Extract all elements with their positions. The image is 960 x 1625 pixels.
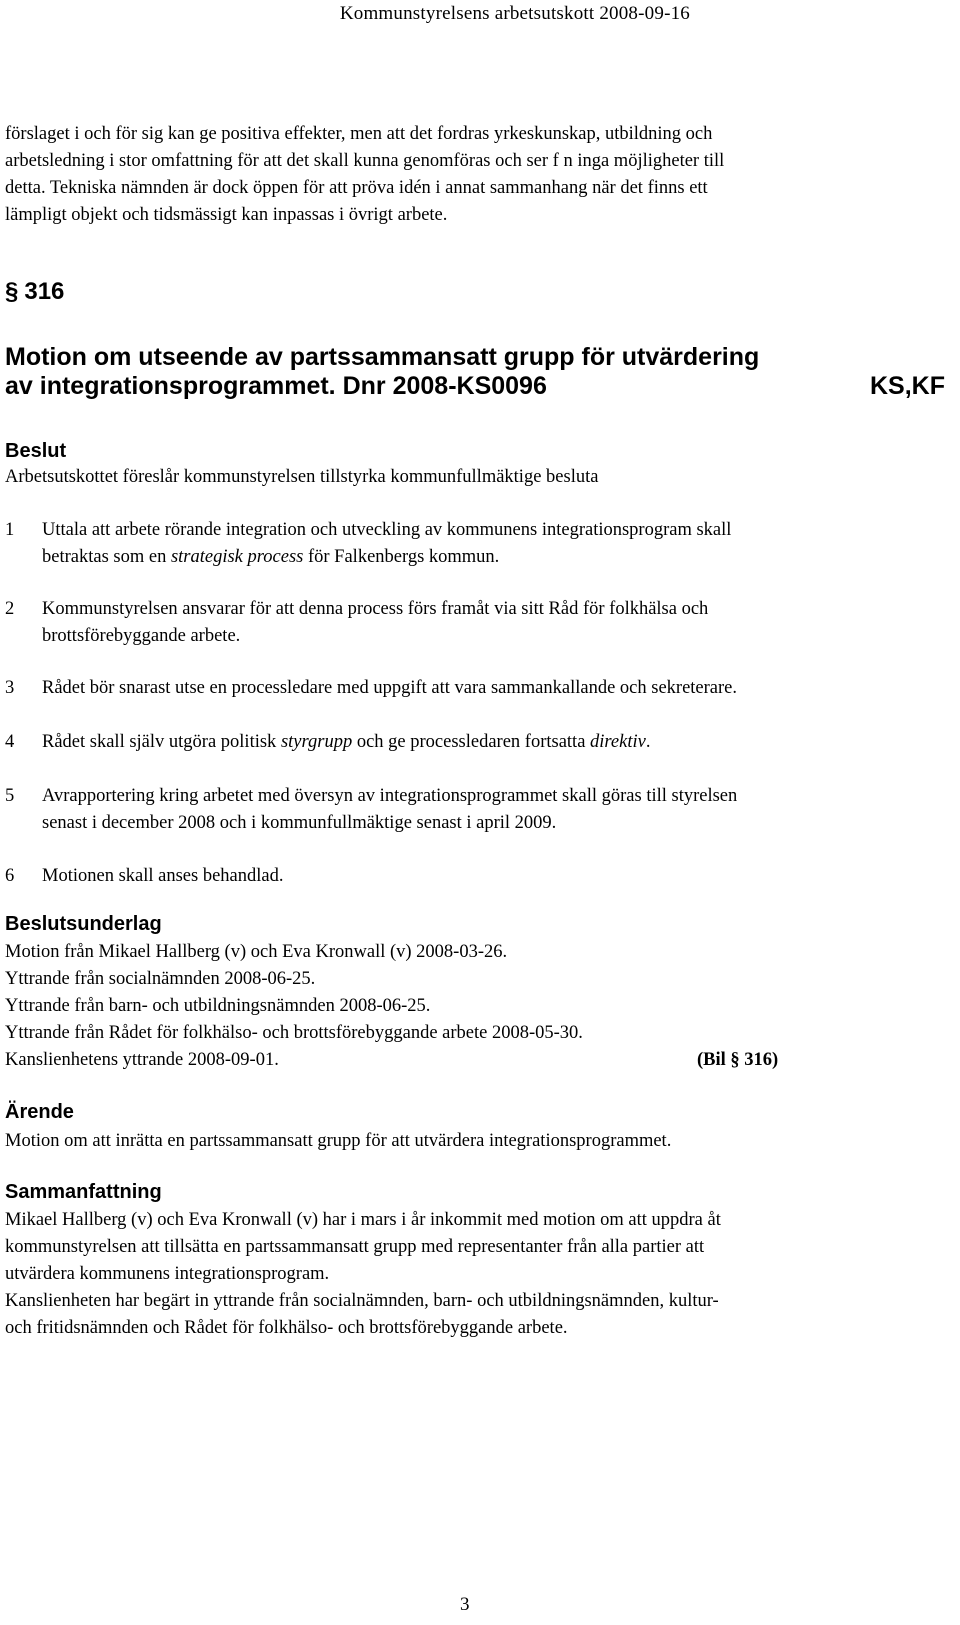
decision-item bbox=[5, 729, 950, 756]
decision-number: 6 bbox=[5, 866, 15, 886]
section-title bbox=[5, 343, 955, 401]
attachment-open: (Bil bbox=[697, 1050, 731, 1070]
decision-number: 2 bbox=[5, 599, 15, 619]
intro-line: förslaget i och för sig kan ge positiva effekter, men att det fordras yrkeskunskap, utbildning och bbox=[5, 124, 713, 144]
arende-text: Motion om att inrätta en partssammansatt grupp för att utvärdera integrationsprogrammet. bbox=[5, 1131, 672, 1151]
underlag-line: Yttrande från socialnämnden 2008-06-25. bbox=[5, 969, 316, 989]
underlag-line: Motion från Mikael Hallberg (v) och Eva Kronwall (v) 2008-03-26. bbox=[5, 942, 508, 962]
summary-line: utvärdera kommunens integrationsprogram. bbox=[5, 1264, 330, 1284]
decision-text-part: för Falkenbergs kommun. bbox=[303, 547, 500, 567]
decision-line bbox=[42, 729, 950, 756]
sammanfattning-heading: Sammanfattning bbox=[5, 1181, 162, 1203]
decision-text-part: och ge processledaren fortsatta bbox=[352, 732, 591, 752]
decision-emphasis: direktiv bbox=[590, 732, 646, 752]
decision-line: senast i december 2008 och i kommunfullmäktige senast i april 2009. bbox=[42, 813, 557, 833]
decision-text-part: betraktas som en bbox=[42, 547, 171, 567]
section-number-value: 316 bbox=[24, 278, 65, 305]
decision-line: Avrapportering kring arbetet med översyn av integrationsprogrammet skall göras till styrelsen bbox=[42, 786, 738, 806]
underlag-line bbox=[5, 1047, 950, 1074]
beslutsunderlag-list bbox=[5, 939, 950, 1074]
decision-text bbox=[42, 517, 950, 571]
paragraph-sign: § bbox=[730, 1050, 740, 1070]
decision-line: Rådet bör snarast utse en processledare med uppgift att vara sammankallande och sekreterare. bbox=[42, 678, 738, 698]
decision-number: 1 bbox=[5, 520, 15, 540]
beslutsunderlag-heading: Beslutsunderlag bbox=[5, 913, 162, 935]
underlag-line: Yttrande från barn- och utbildningsnämnden 2008-06-25. bbox=[5, 996, 431, 1016]
decision-text-part: Rådet skall själv utgöra politisk bbox=[42, 732, 281, 752]
beslut-heading: Beslut bbox=[5, 440, 67, 462]
decision-item bbox=[5, 863, 950, 890]
attachment-close: 316) bbox=[739, 1050, 779, 1070]
decision-line: Kommunstyrelsen ansvarar för att denna process förs framåt via sitt Råd för folkhälsa och bbox=[42, 599, 709, 619]
section-title-line1: Motion om utseende av partssammansatt grupp för utvärdering bbox=[5, 343, 760, 371]
decision-line: Uttala att arbete rörande integration och utveckling av kommunens integrationsprogram skall bbox=[42, 520, 732, 540]
decision-line: brottsförebyggande arbete. bbox=[42, 626, 241, 646]
decision-text bbox=[42, 596, 950, 650]
decision-text bbox=[42, 783, 950, 837]
summary-line: Kanslienheten har begärt in yttrande från socialnämnden, barn- och utbildningsnämnden, kultur- bbox=[5, 1291, 719, 1311]
underlag-line-text: Kanslienhetens yttrande 2008-09-01. bbox=[5, 1050, 279, 1070]
decision-text bbox=[42, 729, 950, 756]
running-header: Kommunstyrelsens arbetsutskott 2008-09-16 bbox=[339, 3, 690, 24]
decision-text bbox=[42, 675, 950, 702]
decision-text bbox=[42, 863, 950, 890]
intro-line: lämpligt objekt och tidsmässigt kan inpassas i övrigt arbete. bbox=[5, 205, 448, 225]
section-number bbox=[5, 278, 64, 306]
decision-text-part: . bbox=[645, 732, 651, 752]
page-number: 3 bbox=[460, 1594, 470, 1615]
decision-item bbox=[5, 675, 950, 702]
decision-item bbox=[5, 596, 950, 650]
section-addressees: KS,KF bbox=[870, 372, 945, 400]
intro-paragraph bbox=[5, 121, 950, 229]
beslut-intro: Arbetsutskottet föreslår kommunstyrelsen tillstyrka kommunfullmäktige besluta bbox=[5, 467, 599, 487]
intro-line: arbetsledning i stor omfattning för att det skall kunna genomföras och ser f n inga möjligheter till bbox=[5, 151, 725, 171]
decision-emphasis: styrgrupp bbox=[280, 732, 353, 752]
summary-line: och fritidsnämnden och Rådet för folkhälso- och brottsförebyggande arbete. bbox=[5, 1318, 568, 1338]
decision-number: 5 bbox=[5, 786, 15, 806]
decision-line: Motionen skall anses behandlad. bbox=[42, 866, 284, 886]
sammanfattning-text bbox=[5, 1207, 950, 1342]
decision-emphasis: strategisk process bbox=[170, 547, 304, 567]
decision-number: 3 bbox=[5, 678, 15, 698]
decision-number: 4 bbox=[5, 732, 15, 752]
summary-line: kommunstyrelsen att tillsätta en partssammansatt grupp med representanter från alla partier att bbox=[5, 1237, 705, 1257]
decision-item bbox=[5, 783, 950, 837]
decision-line bbox=[42, 544, 950, 571]
paragraph-sign: § bbox=[5, 278, 19, 305]
section-title-line2: av integrationsprogrammet. Dnr 2008-KS0096 bbox=[5, 372, 547, 400]
attachment-reference bbox=[697, 1047, 778, 1074]
summary-line: Mikael Hallberg (v) och Eva Kronwall (v) har i mars i år inkommit med motion om att uppdra åt bbox=[5, 1210, 721, 1230]
decision-item bbox=[5, 517, 950, 571]
intro-line: detta. Tekniska nämnden är dock öppen för att pröva idén i annat sammanhang när det finns ett bbox=[5, 178, 708, 198]
underlag-line: Yttrande från Rådet för folkhälso- och brottsförebyggande arbete 2008-05-30. bbox=[5, 1023, 583, 1043]
arende-heading: Ärende bbox=[5, 1101, 74, 1123]
